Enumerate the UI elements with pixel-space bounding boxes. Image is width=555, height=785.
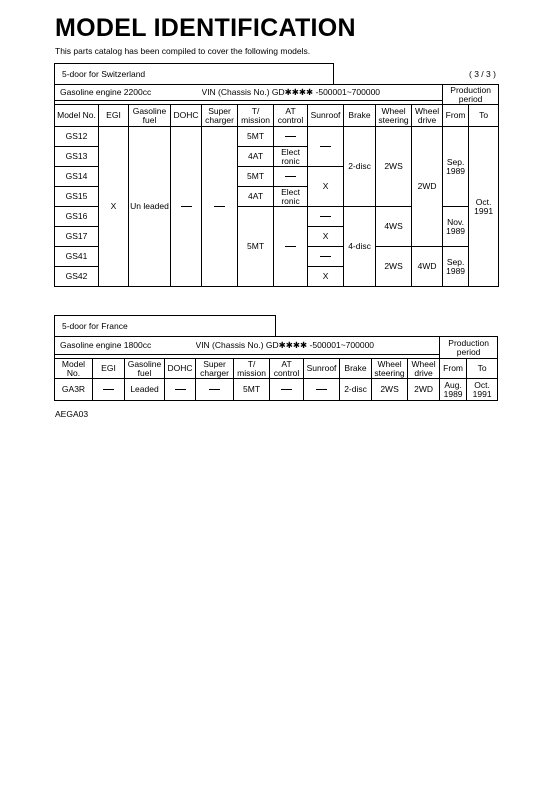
header-gasoline-fuel: Gasoline fuel: [129, 105, 171, 127]
header-model-no: Model No.: [55, 105, 99, 127]
dash-mark: [320, 146, 331, 147]
page-title: MODEL IDENTIFICATION: [55, 14, 356, 42]
header-sunroof: Sunroof: [304, 359, 340, 379]
steering-value: 2WS: [376, 127, 412, 207]
model-no: GS13: [55, 147, 99, 167]
drive-value: 4WD: [412, 247, 443, 287]
dash-mark: [209, 389, 220, 390]
header-wheel-steering: Wheel steering: [372, 359, 408, 379]
at-control-value: [274, 127, 308, 147]
switzerland-table: [54, 84, 499, 287]
dash-mark: [285, 136, 296, 137]
sunroof-value: [308, 247, 344, 267]
supercharger-value: [196, 379, 234, 401]
dash-mark: [175, 389, 186, 390]
trans-value: 5MT: [238, 127, 274, 147]
engine-label: Gasoline engine 2200cc: [55, 85, 202, 101]
from-value: Aug. 1989: [440, 379, 467, 401]
header-production-period: Production period: [440, 337, 498, 359]
intro-text: This parts catalog has been compiled to cover the following models.: [55, 46, 311, 56]
brake-value: 2-disc: [340, 379, 372, 401]
header-at-control: AT control: [274, 105, 308, 127]
header-egi: EGI: [93, 359, 125, 379]
section-title-france: 5-door for France: [54, 315, 276, 337]
sunroof-value: X: [308, 227, 344, 247]
model-no: GS42: [55, 267, 99, 287]
model-no: GS41: [55, 247, 99, 267]
egi-value: X: [99, 127, 129, 287]
header-from: From: [443, 105, 469, 127]
model-no: GS14: [55, 167, 99, 187]
header-brake: Brake: [344, 105, 376, 127]
model-no: GS12: [55, 127, 99, 147]
header-wheel-drive: Wheel drive: [408, 359, 440, 379]
brake-value: 2-disc: [344, 127, 376, 207]
sunroof-value: X: [308, 267, 344, 287]
dash-mark: [285, 176, 296, 177]
header-transmission: T/ mission: [234, 359, 270, 379]
supercharger-value: [202, 127, 238, 287]
at-control-value: Elect ronic: [274, 187, 308, 207]
vin-range: VIN (Chassis No.) GD✱✱✱✱ -500001~700000: [202, 85, 443, 101]
dash-mark: [281, 389, 292, 390]
at-control-value: [274, 207, 308, 287]
drive-value: 2WD: [408, 379, 440, 401]
header-wheel-steering: Wheel steering: [376, 105, 412, 127]
section-title-switzerland: 5-door for Switzerland: [54, 63, 334, 85]
dohc-value: [165, 379, 196, 401]
fuel-value: Leaded: [125, 379, 165, 401]
dash-mark: [285, 246, 296, 247]
model-no: GS15: [55, 187, 99, 207]
trans-value: 5MT: [238, 167, 274, 187]
footer-code: AEGA03: [55, 409, 89, 419]
header-supercharger: Super charger: [196, 359, 234, 379]
sunroof-value: [304, 379, 340, 401]
header-transmission: T/ mission: [238, 105, 274, 127]
steering-value: 4WS: [376, 207, 412, 247]
model-no: GA3R: [55, 379, 93, 401]
at-control-value: [270, 379, 304, 401]
model-no: GS16: [55, 207, 99, 227]
header-egi: EGI: [99, 105, 129, 127]
steering-value: 2WS: [372, 379, 408, 401]
header-wheel-drive: Wheel drive: [412, 105, 443, 127]
header-sunroof: Sunroof: [308, 105, 344, 127]
header-to: To: [467, 359, 498, 379]
from-value: Nov. 1989: [443, 207, 469, 247]
from-value: Sep. 1989: [443, 127, 469, 207]
engine-label: Gasoline engine 1800cc: [55, 337, 196, 355]
dash-mark: [316, 389, 327, 390]
sunroof-value: [308, 207, 344, 227]
dohc-value: [171, 127, 202, 287]
model-no: GS17: [55, 227, 99, 247]
to-value: Oct. 1991: [467, 379, 498, 401]
steering-value: 2WS: [376, 247, 412, 287]
dash-mark: [214, 206, 225, 207]
trans-value: 4AT: [238, 147, 274, 167]
trans-value: 5MT: [234, 379, 270, 401]
sunroof-value: [308, 127, 344, 167]
brake-value: 4-disc: [344, 207, 376, 287]
header-at-control: AT control: [270, 359, 304, 379]
france-table: [54, 336, 498, 401]
page-indicator: ( 3 / 3 ): [469, 69, 496, 79]
egi-value: [93, 379, 125, 401]
at-control-value: Elect ronic: [274, 147, 308, 167]
fuel-value: Un leaded: [129, 127, 171, 287]
header-production-period: Production period: [443, 85, 499, 105]
header-from: From: [440, 359, 467, 379]
sunroof-value: X: [308, 167, 344, 207]
dash-mark: [320, 256, 331, 257]
header-dohc: DOHC: [165, 359, 196, 379]
vin-range: VIN (Chassis No.) GD✱✱✱✱ -500001~700000: [196, 337, 440, 355]
at-control-value: [274, 167, 308, 187]
trans-value: 5MT: [238, 207, 274, 287]
header-gasoline-fuel: Gasoline fuel: [125, 359, 165, 379]
to-value: Oct. 1991: [469, 127, 499, 287]
trans-value: 4AT: [238, 187, 274, 207]
dash-mark: [320, 216, 331, 217]
header-model-no: Model No.: [55, 359, 93, 379]
header-dohc: DOHC: [171, 105, 202, 127]
dash-mark: [181, 206, 192, 207]
header-to: To: [469, 105, 499, 127]
drive-value: 2WD: [412, 127, 443, 247]
from-value: Sep. 1989: [443, 247, 469, 287]
header-brake: Brake: [340, 359, 372, 379]
dash-mark: [103, 389, 114, 390]
header-supercharger: Super charger: [202, 105, 238, 127]
